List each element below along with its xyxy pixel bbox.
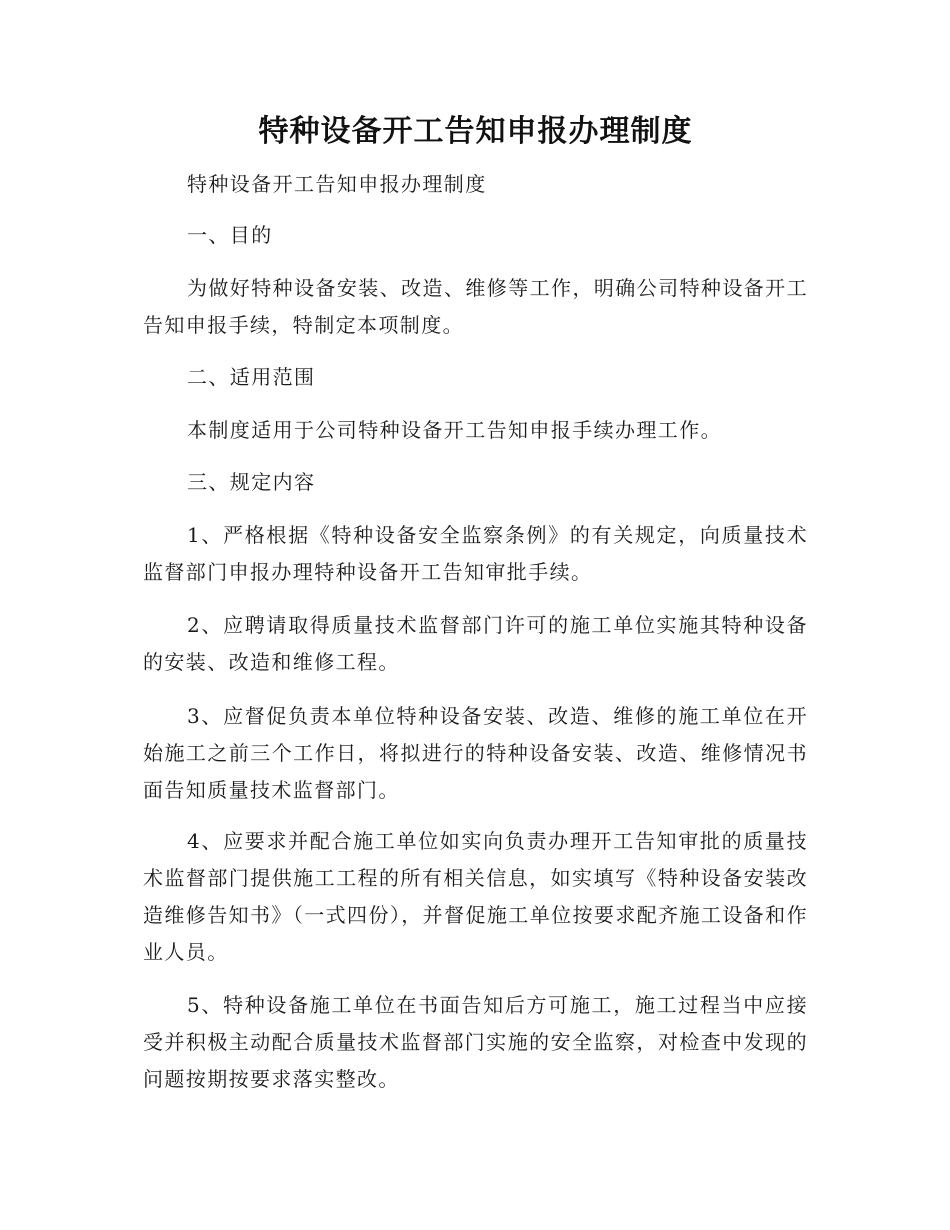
- provision-item-5: 5、特种设备施工单位在书面告知后方可施工，施工过程当中应接受并积极主动配合质量技术监督部门实施的安全监察，对检查中发现的问题按期按要求落实整改。: [143, 993, 808, 1091]
- provision-item-2: 2、应聘请取得质量技术监督部门许可的施工单位实施其特种设备的安装、改造和维修工程。: [143, 613, 808, 674]
- section-heading-provisions: 三、规定内容: [187, 470, 316, 494]
- provision-item-4: 4、应要求并配合施工单位如实向负责办理开工告知审批的质量技术监督部门提供施工工程的所有相关信息，如实填写《特种设备安装改造维修告知书》（一式四份），并督促施工单位按要求配齐施工设备和作业人员。: [143, 829, 808, 964]
- paragraph-subtitle: 特种设备开工告知申报办理制度: [187, 172, 487, 196]
- provision-item-3: 3、应督促负责本单位特种设备安装、改造、维修的施工单位在开始施工之前三个工作日，将拟进行的特种设备安装、改造、维修情况书面告知质量技术监督部门。: [143, 704, 808, 802]
- paragraph-scope: 本制度适用于公司特种设备开工告知申报手续办理工作。: [187, 418, 722, 442]
- section-heading-scope: 二、适用范围: [187, 365, 316, 389]
- document-title: 特种设备开工告知申报办理制度: [258, 114, 693, 149]
- provision-item-1: 1、严格根据《特种设备安全监察条例》的有关规定，向质量技术监督部门申报办理特种设备开工告知审批手续。: [143, 523, 808, 584]
- section-heading-purpose: 一、目的: [187, 223, 273, 247]
- paragraph-purpose: 为做好特种设备安装、改造、维修等工作，明确公司特种设备开工告知申报手续，特制定本项制度。: [143, 276, 808, 337]
